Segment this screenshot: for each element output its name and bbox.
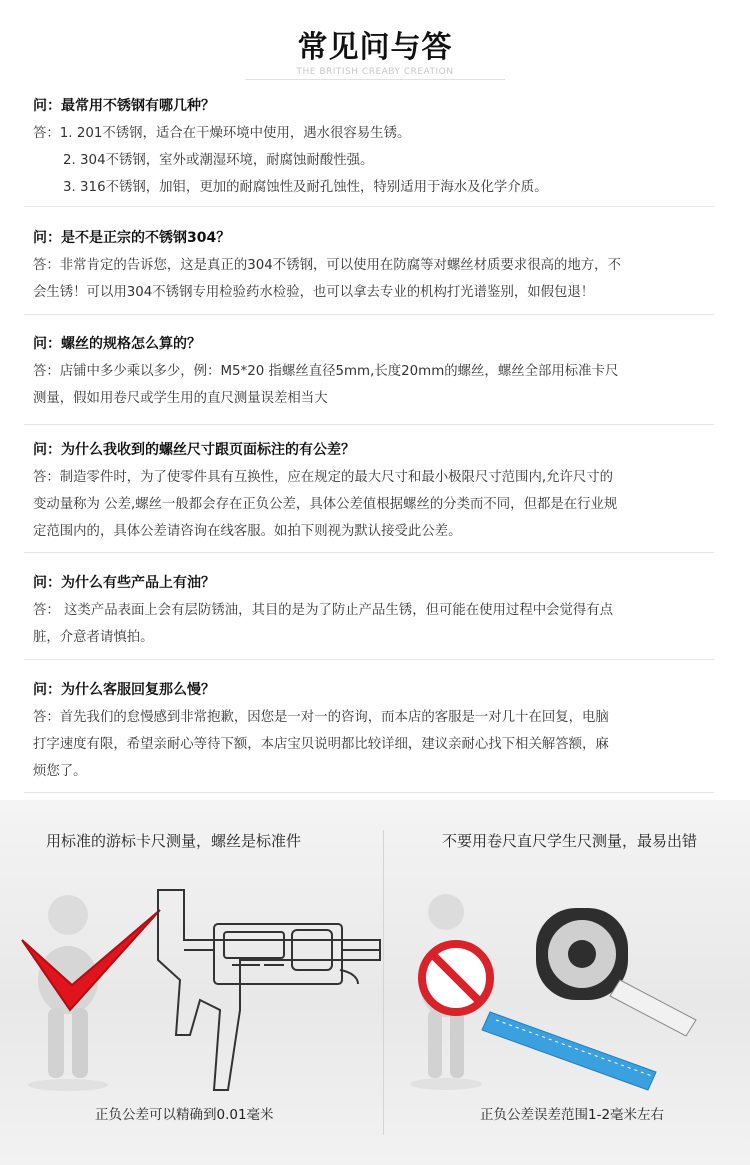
faq-item-6 — [24, 677, 714, 785]
faq-answer-line: 答：制造零件时，为了使零件具有互换性，应在规定的最大尺寸和最小极限尺寸范围内,允许尺寸的 — [33, 470, 614, 485]
vernier-caliper-icon — [158, 890, 380, 1090]
caliper-caption: 正负公差可以精确到0.01毫米 — [95, 1107, 274, 1123]
faq-question: 问：为什么我收到的螺丝尺寸跟页面标注的有公差？ — [33, 442, 355, 458]
faq-answer-line: 会生锈！可以用304不锈钢专用检验药水检验，也可以拿去专业的机构打光谱鉴别，如假包退！ — [33, 285, 595, 300]
faq-question: 问：螺丝的规格怎么算的？ — [33, 336, 201, 352]
faq-item-5 — [24, 570, 714, 651]
page-header — [0, 0, 750, 90]
page-subtitle: THE BRITISH CREABY CREATION — [296, 67, 454, 77]
faq-question: 问：是不是正宗的不锈钢304？ — [33, 230, 231, 246]
faq-question: 问：为什么有些产品上有油？ — [33, 575, 215, 591]
tape-measure-caption: 正负公差误差范围1-2毫米左右 — [480, 1107, 665, 1123]
tape-measure-illustration — [384, 860, 750, 1110]
faq-answer-line: 脏，介意者请慎拍。 — [33, 630, 154, 645]
faq-answer-line: 答：首先我们的怠慢感到非常抱歉，因您是一对一的咨询，而本店的客服是一对几十在回复，电脑 — [33, 710, 609, 725]
faq-item-4 — [24, 437, 714, 545]
faq-divider — [24, 314, 714, 315]
caliper-heading: 用标准的游标卡尺测量，螺丝是标准件 — [46, 832, 302, 850]
faq-answer-line: 2. 304不锈钢，室外或潮湿环境，耐腐蚀耐酸性强。 — [63, 153, 374, 168]
faq-answer-line: 答：店铺中多少乘以多少，例：M5*20 指螺丝直径5mm,长度20mm的螺丝，螺丝全部用标准卡尺 — [33, 364, 619, 379]
tape-measure-icon — [536, 908, 696, 1036]
ruler-icon — [482, 1012, 656, 1090]
faq-answer-line: 变动量称为 公差,螺丝一般都会存在正负公差，具体公差值根据螺丝的分类而不同，但都是在行业规 — [33, 497, 618, 512]
faq-item-3 — [24, 331, 714, 412]
faq-question: 问：为什么客服回复那么慢？ — [33, 682, 215, 698]
faq-divider — [24, 792, 714, 793]
caliper-panel — [0, 800, 383, 1165]
faq-divider — [24, 552, 714, 553]
faq-item-1 — [24, 93, 714, 201]
page-title: 常见问与答 — [297, 30, 453, 65]
caliper-illustration — [0, 860, 383, 1110]
measurement-illustration — [0, 800, 750, 1165]
faq-divider — [24, 659, 714, 660]
faq-divider — [24, 424, 714, 425]
faq-item-2 — [24, 225, 714, 306]
tape-measure-heading: 不要用卷尺直尺学生尺测量，最易出错 — [442, 832, 698, 850]
faq-answer-line: 测量，假如用卷尺或学生用的直尺测量误差相当大 — [33, 391, 328, 406]
faq-answer-line: 烦您了。 — [33, 764, 87, 779]
faq-divider — [24, 206, 714, 207]
faq-answer-line: 答：1. 201不锈钢，适合在干燥环境中使用，遇水很容易生锈。 — [33, 126, 411, 141]
faq-question: 问：最常用不锈钢有哪几种？ — [33, 98, 215, 114]
header-rule — [245, 79, 505, 80]
prohibition-icon — [422, 944, 490, 1012]
faq-answer-line: 定范围内的，具体公差请咨询在线客服。如拍下则视为默认接受此公差。 — [33, 524, 462, 539]
tape-measure-panel — [384, 800, 750, 1165]
faq-answer-line: 3. 316不锈钢，加钼，更加的耐腐蚀性及耐孔蚀性，特别适用于海水及化学介质。 — [63, 180, 548, 195]
faq-answer-line: 打字速度有限，希望亲耐心等待下额，本店宝贝说明都比较详细，建议亲耐心找下相关解答额，麻 — [33, 737, 609, 752]
faq-answer-line: 答：非常肯定的告诉您，这是真正的304不锈钢，可以使用在防腐等对螺丝材质要求很高的地方，不 — [33, 258, 621, 273]
faq-answer-line: 答： 这类产品表面上会有层防锈油，其目的是为了防止产品生锈，但可能在使用过程中会觉得有点 — [33, 603, 614, 618]
